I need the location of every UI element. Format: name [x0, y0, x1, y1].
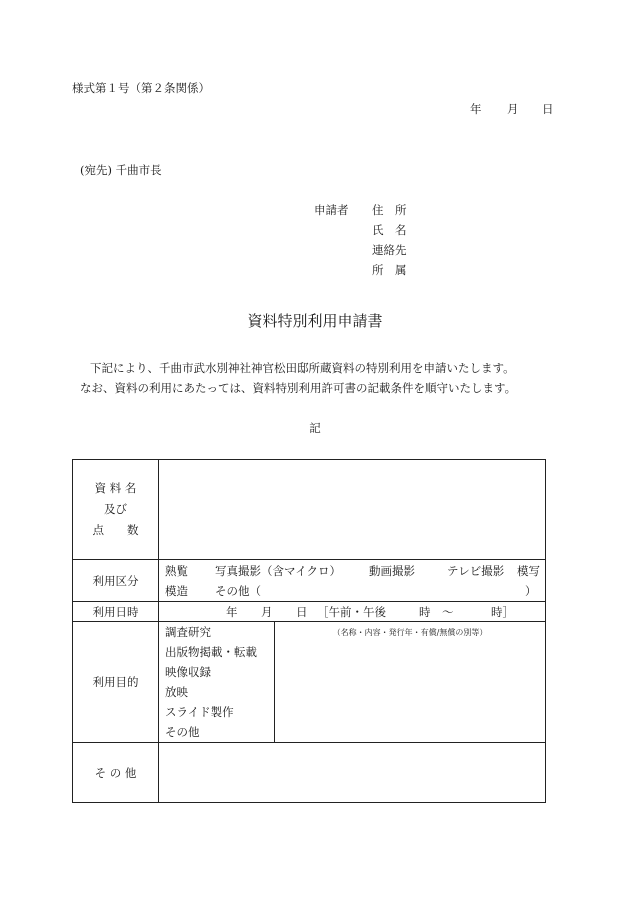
purpose-label: 利用目的	[73, 622, 159, 743]
date-month-unit: 月	[261, 605, 273, 619]
purpose-recording[interactable]: 映像収録	[165, 665, 211, 679]
date-hour-to: 時］	[491, 605, 514, 619]
material-label-line-3: 点 数	[92, 523, 139, 537]
option-copy[interactable]: 模写	[517, 563, 540, 578]
purpose-list	[159, 622, 275, 743]
application-table	[72, 459, 546, 803]
date-ampm: ［午前・午後	[317, 605, 386, 619]
purpose-research[interactable]: 調査研究	[165, 625, 211, 639]
ki-marker: 記	[309, 421, 321, 435]
date-year: 年	[470, 102, 482, 116]
applicant-heading: 申請者	[314, 203, 349, 217]
purpose-broadcast[interactable]: 放映	[165, 685, 188, 699]
option-close-view[interactable]: 熟覧	[165, 563, 188, 578]
category-options	[159, 560, 546, 602]
material-label-line-2: 及び	[104, 502, 127, 516]
addressee: (宛先) 千曲市長	[80, 163, 162, 177]
category-label: 利用区分	[73, 560, 159, 602]
date-input[interactable]	[159, 602, 546, 622]
purpose-note: （名称・内容・発行年・有償/無償の別等）	[332, 628, 488, 637]
other-label: そ の 他	[73, 743, 159, 803]
body-line-1: 下記により、千曲市武水別神社神官松田邸所蔵資料の特別利用を申請いたします。	[90, 361, 515, 375]
applicant-address: 住 所	[372, 203, 407, 217]
material-row	[73, 460, 546, 560]
purpose-detail-input[interactable]	[275, 622, 546, 743]
date-tilde: ～	[442, 605, 454, 619]
material-input[interactable]	[159, 460, 546, 560]
applicant-affiliation: 所 属	[372, 263, 407, 277]
date-year-unit: 年	[226, 605, 238, 619]
other-row	[73, 743, 546, 803]
option-other-close: ）	[525, 583, 537, 598]
form-number: 様式第１号（第２条関係）	[72, 81, 210, 95]
option-photo[interactable]: 写真撮影（含マイクロ）	[215, 563, 342, 578]
date-label: 利用日時	[73, 602, 159, 622]
purpose-publication[interactable]: 出版物掲載・転載	[165, 645, 257, 659]
date-hour-from: 時	[419, 605, 431, 619]
option-video[interactable]: 動画撮影	[369, 563, 415, 578]
applicant-name: 氏 名	[372, 223, 407, 237]
material-label	[73, 460, 159, 560]
option-tv[interactable]: テレビ撮影	[447, 563, 505, 578]
category-row	[73, 560, 546, 602]
document-title: 資料特別利用申請書	[247, 312, 383, 330]
date-month: 月	[507, 102, 519, 116]
material-label-line-1: 資 料 名	[94, 481, 137, 495]
option-other[interactable]: その他（	[215, 583, 261, 598]
date-row	[73, 602, 546, 622]
applicant-contact: 連絡先	[372, 243, 407, 257]
date-day-unit: 日	[296, 605, 308, 619]
option-replica[interactable]: 模造	[165, 583, 188, 598]
date-day: 日	[542, 102, 554, 116]
purpose-row	[73, 622, 546, 743]
other-input[interactable]	[159, 743, 546, 803]
purpose-other[interactable]: その他	[165, 725, 200, 739]
purpose-slide[interactable]: スライド製作	[165, 705, 234, 719]
body-line-2: なお、資料の利用にあたっては、資料特別利用許可書の記載条件を順守いたします。	[80, 381, 517, 395]
